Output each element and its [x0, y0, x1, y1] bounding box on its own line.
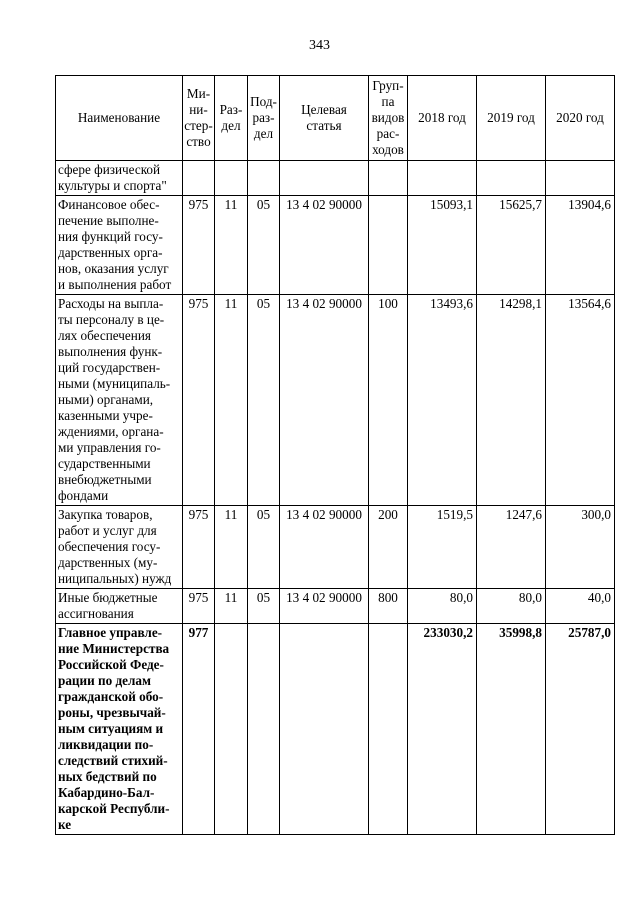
cell-2018: 13493,6	[408, 295, 477, 506]
cell-2018	[408, 161, 477, 196]
header-target: Целевая статья	[280, 76, 369, 161]
cell-2019: 35998,8	[477, 624, 546, 835]
cell-ministry	[183, 161, 215, 196]
cell-section	[215, 624, 248, 835]
header-2018: 2018 год	[408, 76, 477, 161]
cell-section: 11	[215, 506, 248, 589]
header-ministry: Ми- ни- стер- ство	[183, 76, 215, 161]
cell-expense-group: 100	[369, 295, 408, 506]
header-expense-group: Груп- па видов рас- ходов	[369, 76, 408, 161]
cell-2020: 300,0	[546, 506, 615, 589]
cell-2020: 13904,6	[546, 196, 615, 295]
header-2020: 2020 год	[546, 76, 615, 161]
cell-ministry: 975	[183, 589, 215, 624]
cell-2019	[477, 161, 546, 196]
table-body	[56, 161, 615, 835]
table-row	[56, 506, 615, 589]
cell-name: Иные бюджетные ассигнования	[56, 589, 183, 624]
header-2019: 2019 год	[477, 76, 546, 161]
cell-name: Закупка товаров, работ и услуг для обеспечения госу- дарственных (му- ниципальных) нужд	[56, 506, 183, 589]
cell-2019: 80,0	[477, 589, 546, 624]
cell-target: 13 4 02 90000	[280, 589, 369, 624]
cell-target: 13 4 02 90000	[280, 506, 369, 589]
table-row	[56, 161, 615, 196]
cell-2020	[546, 161, 615, 196]
header-name: Наименование	[56, 76, 183, 161]
table-row	[56, 589, 615, 624]
cell-target	[280, 624, 369, 835]
cell-2019: 1247,6	[477, 506, 546, 589]
cell-2020: 40,0	[546, 589, 615, 624]
cell-ministry: 977	[183, 624, 215, 835]
cell-2020: 25787,0	[546, 624, 615, 835]
cell-name: сфере физической культуры и спорта"	[56, 161, 183, 196]
cell-subsection: 05	[248, 196, 280, 295]
cell-expense-group: 200	[369, 506, 408, 589]
cell-subsection	[248, 624, 280, 835]
cell-2019: 15625,7	[477, 196, 546, 295]
cell-name: Расходы на выпла- ты персоналу в це- лях обеспечения выполнения функ- ций государствен- ными (муниципаль- ными) органами, казенными учре- ждениями, органа- ми управления го- сударственными внебюджетными фондами	[56, 295, 183, 506]
header-subsection: Под- раз- дел	[248, 76, 280, 161]
cell-subsection: 05	[248, 295, 280, 506]
cell-section: 11	[215, 295, 248, 506]
cell-section: 11	[215, 589, 248, 624]
header-section: Раз- дел	[215, 76, 248, 161]
table-row	[56, 196, 615, 295]
cell-subsection: 05	[248, 506, 280, 589]
cell-name: Финансовое обес- печение выполне- ния функций госу- дарственных орга- нов, оказания услуг и выполнения работ	[56, 196, 183, 295]
cell-2018: 15093,1	[408, 196, 477, 295]
cell-ministry: 975	[183, 196, 215, 295]
cell-2018: 80,0	[408, 589, 477, 624]
cell-target: 13 4 02 90000	[280, 295, 369, 506]
header-row	[56, 76, 615, 161]
table-row	[56, 295, 615, 506]
table-row	[56, 624, 615, 835]
cell-subsection	[248, 161, 280, 196]
cell-expense-group	[369, 196, 408, 295]
cell-ministry: 975	[183, 506, 215, 589]
cell-section	[215, 161, 248, 196]
cell-2018: 233030,2	[408, 624, 477, 835]
cell-expense-group	[369, 624, 408, 835]
cell-2019: 14298,1	[477, 295, 546, 506]
cell-target: 13 4 02 90000	[280, 196, 369, 295]
cell-expense-group	[369, 161, 408, 196]
cell-ministry: 975	[183, 295, 215, 506]
cell-expense-group: 800	[369, 589, 408, 624]
cell-target	[280, 161, 369, 196]
cell-subsection: 05	[248, 589, 280, 624]
page-number: 343	[309, 38, 330, 53]
cell-name: Главное управле- ние Министерства Российской Феде- рации по делам гражданской обо- роны, чрезвычай- ным ситуациям и ликвидации по- следствий стихий- ных бедствий по Кабардино-Бал- карской Республи- ке	[56, 624, 183, 835]
budget-table	[55, 75, 615, 835]
cell-section: 11	[215, 196, 248, 295]
cell-2018: 1519,5	[408, 506, 477, 589]
cell-2020: 13564,6	[546, 295, 615, 506]
